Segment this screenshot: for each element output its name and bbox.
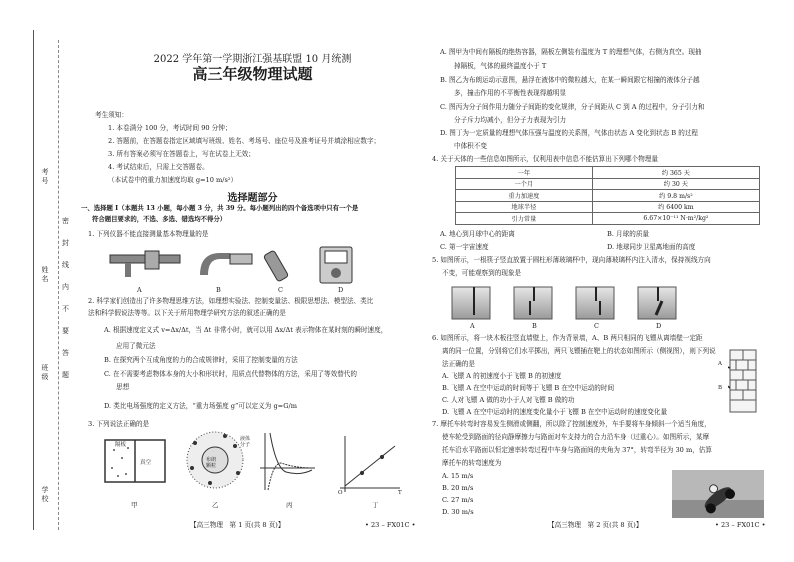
q1-option-label: D [338,286,344,294]
q6-option-c: C. 人对飞镖 A 做的功小于人对飞镖 B 做的功 [442,396,575,404]
notice-item: 3. 所有答案必须写在答题卷上，写在试卷上无效； [108,150,255,158]
question-5-stem: 不变，可能观察到的现象是 [442,269,522,277]
liquid-molecule-label: 液体分子 [240,436,251,448]
question-3-stem: 3. 下列说法正确的是 [88,420,150,428]
q4-option-b: B. 月球的质量 [607,230,650,238]
q6-option-d: D. 飞镖 A 在空中运动时的速度变化量小于飞镖 B 在空中运动时的速度变化量 [442,408,668,416]
question-7-stem: 托车沿水平路面以恒定速率转弯过程中车身与路面间的夹角为 37°，转弯半径为 30 m，估算 [442,446,712,454]
notice-item: 1. 本卷满分 100 分，考试时间 90 分钟； [108,124,232,132]
cup-icon [638,287,676,319]
brick-wall-icon [730,350,756,412]
section-instruction: 符合题目要求的，不选、多选、错选均不得分） [92,215,227,223]
question-7-stem: 使车轮受到路面的径向静摩擦力与路面对车支持力的合力沿车身（过重心）。如图所示，某摩 [442,433,710,441]
q3-option-b: B. 图乙为布朗运动示意图，悬浮在液体中的微粒越大，在某一瞬间跟它相撞的液体分子越 [440,76,700,84]
q3-option-d: D. 图丁为一定质量的理想气体压强与温度的关系图，气体由状态 A 变化到状态 B 的过程 [440,129,699,137]
page-title-line1: 2022 学年第一学期浙江强基联盟 10 月统测 [153,54,352,65]
binding-line [33,30,34,530]
insulated-container-figure [105,440,165,482]
q2-option-c: 思想 [116,383,130,391]
q5-option-label: A [470,322,475,330]
q2-option-a: A. 根据速度定义式 v=Δx/Δt，当 Δt 非常小时，就可以用 Δx/Δt 表示物体在某时刻的瞬时速度， [104,326,388,334]
q1-instruments-figure [100,245,400,285]
section-instruction: 一、选择题 Ⅰ（本题共 13 小题，每小题 3 分，共 39 分。每小题列出的四个备选项中只有一个是 [81,204,359,212]
q5-option-label: D [656,322,662,330]
table-row: 一年 约 365 天 [456,167,760,179]
question-7-stem: 摩托车的转弯速度为 [442,459,502,467]
question-1-stem: 1. 下列仪器不能直接测量基本物理量的是 [88,230,209,238]
q4-option-c: C. 第一宇宙速度 [440,243,489,251]
astronomy-data-table [455,166,760,225]
cup-icon [514,287,552,319]
q2-option-c: C. 在不需要考虑物体本身的大小和形状时，用质点代替物体的方法，采用了等效替代的 [104,370,357,378]
cup-icon [452,287,490,319]
q4-option-a: A. 地心到月球中心的距离 [440,230,515,238]
table-row: 重力加速度 约 9.8 m/s² [456,190,760,202]
seal-dashed-line [58,40,59,530]
pressure-temperature-graph [340,436,400,492]
q7-option-a: A. 15 m/s [442,472,474,480]
q3-option-a: 掉隔板，气体的最终温度小于 T [454,62,547,70]
question-6-stem: 6. 如图所示，将一块木板往竖直墙壁上，作为背景墙，A、B 两只相同的飞镖从离墙壁一定距 [432,334,703,342]
notice-item: 2. 答题前，在答题卷指定区域填写班级、姓名、考场号、座位号及准考证号并填涂相应数字； [108,137,381,145]
q2-option-d: D. 类比电场强度的定义方法，“重力场强度 g”可以定义为 g=G/m [104,402,297,410]
q5-chopstick-cups-figure [450,285,690,321]
q1-option-label: B [216,286,221,294]
margin-label-banji: 班级 [41,364,49,382]
q7-option-b: B. 20 m/s [442,484,474,492]
page-footer: 【高三物理 第 2 页(共 8 页)】 [548,521,643,529]
seal-text: 密 封 线 内 不 要 答 题 [62,217,69,379]
cup-icon [576,287,614,319]
axis-o-label: O [338,490,343,496]
question-2-stem: 法和科学假说法等等。以下关于所用物理学研究方法的叙述正确的是 [88,309,286,317]
question-2-stem: 2. 科学家们创造出了许多物理思维方法，如理想实验法、控制变量法、极限思想法、模型法、类比 [88,297,374,305]
partition-label: 隔板 [115,442,127,448]
q3-figure-label: 乙 [212,501,219,509]
dart-a-label: A [718,361,722,367]
question-5-stem: 5. 如图所示，一根筷子竖直放置于圆柱形薄玻璃杯中，现向薄玻璃杯内注入清水，保持视线方向 [432,256,711,264]
page-footer: 【高三物理 第 1 页(共 8 页)】 [190,521,285,529]
notice-heading: 考生须知： [95,111,128,119]
multimeter-icon [320,247,352,283]
caliper-icon [110,251,180,277]
question-4-stem: 4. 关于天体的一些信息如图所示，仅利用表中信息不能估算出下列哪个物理量 [432,155,658,163]
q3-option-c: 分子斥力均减小，但分子力表现为引力 [454,116,567,124]
q3-option-c: C. 图丙为分子间作用力随分子间距的变化规律，分子间距从 C 到 A 的过程中，分子引力和 [440,103,705,111]
q2-option-b: B. 在探究两个互成角度的力的合成规律时，采用了控制变量的方法 [104,356,298,364]
notice-item: （本试卷中的重力加速度均取 g=10 m/s²） [108,176,238,184]
section-title: 选择题部分 [227,193,278,204]
dart-wall-figure [728,348,760,414]
q3-figure-label: 丁 [372,501,379,509]
question-7-stem: 7. 摩托车转弯时容易发生侧滑或侧翻，所以除了控制速度外，车手要将车身倾斜一个适当角度， [432,420,711,428]
q1-option-label: A [137,286,142,294]
micrometer-icon [200,253,252,275]
q5-option-label: C [594,322,599,330]
molecular-force-graph [260,433,315,490]
q3-figure-label: 丙 [286,501,293,509]
page-code: • 23 – FX01C • [365,521,416,529]
table-row: 引力常量 6.67×10⁻¹¹ N·m²/kg² [456,213,760,225]
q3-option-a: A. 图甲为中间有隔板的绝热容器，隔板左侧装有温度为 T 的理想气体，右侧为真空。现抽 [440,48,702,56]
q7-option-d: D. 30 m/s [442,508,474,516]
q6-option-b: B. 飞镖 A 在空中运动的时间等于飞镖 B 在空中运动的时间 [442,384,615,392]
brownian-particle-label: 布朗颗粒 [206,457,217,469]
notice-item: 4. 考试结束后，只需上交答题卷。 [108,163,209,171]
margin-label-xingming: 姓名 [41,266,49,284]
q3-figure-label: 甲 [131,501,138,509]
motorcycle-photo [672,470,764,518]
question-6-stem: 离的同一位置，分别将它们水平掷出，两只飞镖插在靶上的状态如图所示（侧视图），则下列说 [442,347,716,355]
question-6-stem: 法正确的是 [442,360,475,368]
q3-option-b: 多，撞击作用的不平衡性表现得越明显 [454,89,567,97]
q7-option-c: C. 27 m/s [442,496,474,504]
q6-option-a: A. 飞镖 A 的初速度小于飞镖 B 的初速度 [442,372,562,380]
table-row: 一个月 约 30 天 [456,178,760,190]
dart-b-label: B [718,385,723,391]
margin-label-xuexiao: 学校 [41,486,49,504]
q5-option-label: B [532,322,537,330]
table-row: 地球半径 约 6400 km [456,201,760,213]
spring-scale-icon [263,250,288,282]
q1-option-label: C [278,286,283,294]
q2-option-a: 应用了微元法 [116,342,156,350]
axis-t-label: T [398,490,402,496]
margin-label-kaohao: 考号 [41,168,49,186]
page-code: • 23 – FX01C • [715,521,766,529]
q4-option-d: D. 地球同步卫星离地面的高度 [607,243,696,251]
q3-option-d: 中体积不变 [454,142,487,150]
vacuum-label: 真空 [140,460,152,466]
page-title: 高三年级物理试题 [192,65,313,83]
